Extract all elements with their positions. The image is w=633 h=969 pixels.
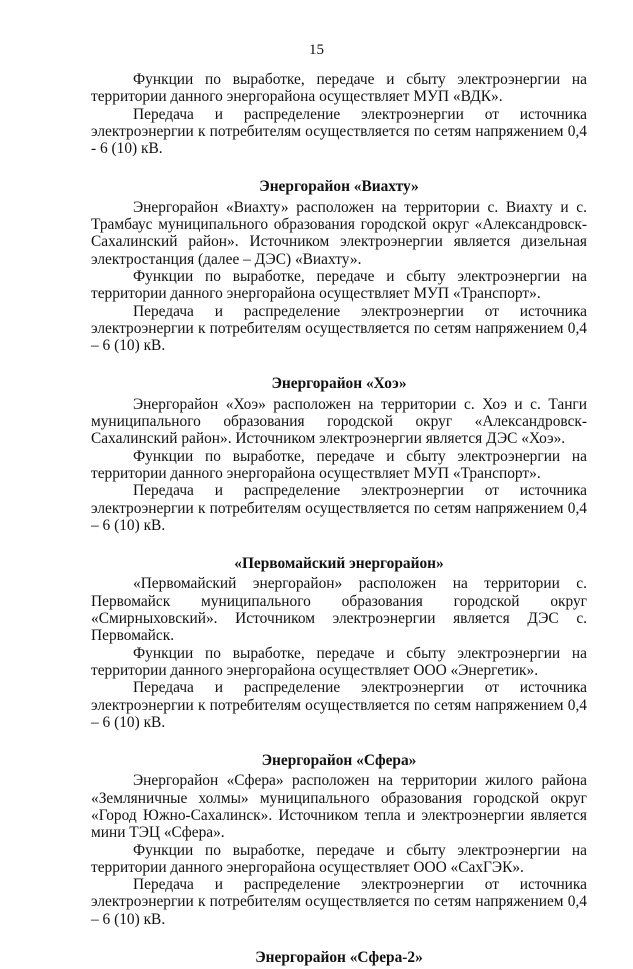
section-sfera (91, 752, 587, 928)
section-heading: Энергорайон «Виахту» (259, 178, 419, 196)
section-viakhtu (91, 178, 587, 354)
section-khoe (91, 375, 587, 534)
page-number: 15 (309, 42, 324, 58)
section-heading: Энергорайон «Хоэ» (271, 375, 407, 393)
paragraph: Передача и распределение электроэнергии от источника электроэнергии к потребителям осуществляется по сетям напряжением 0,4 - 6 (10) кВ. (91, 105, 587, 158)
paragraph: Передача и распределение электроэнергии от источника электроэнергии к потребителям осуществляется по сетям напряжением 0,4 – 6 (10) кВ. (91, 679, 587, 731)
paragraph: Функции по выработке, передаче и сбыту электроэнергии на территории данного энергорайона осуществляет ООО «СахГЭК». (91, 841, 587, 876)
section-sfera-2 (91, 949, 587, 966)
section-pervomaysky (91, 555, 587, 731)
paragraph: Передача и распределение электроэнергии от источника электроэнергии к потребителям осуществляется по сетям напряжением 0,4 – 6 (10) кВ. (91, 876, 587, 928)
paragraph: Функции по выработке, передаче и сбыту электроэнергии на территории данного энергорайона осуществляет ООО «Энергетик». (91, 644, 587, 679)
section-heading: Энергорайон «Сфера» (261, 752, 417, 770)
paragraph: Энергорайон «Виахту» расположен на территории с. Виахту и с. Трамбаус муниципального образования городской округ «Александровск-Сахалинский район». Источником электроэнергии является дизельная электростанция (далее – ДЭС) «Виахту». (91, 198, 587, 268)
section-heading: Энергорайон «Сфера-2» (255, 949, 423, 967)
paragraph: Передача и распределение электроэнергии от источника электроэнергии к потребителям осуществляется по сетям напряжением 0,4 – 6 (10) кВ. (91, 302, 587, 355)
paragraph: Энергорайон «Сфера» расположен на территории жилого района «Земляничные холмы» муниципального образования городской округ «Город Южно-Сахалинск». Источником тепла и электроэнергии является мини ТЭЦ «Сфера». (91, 772, 587, 842)
paragraph: Функции по выработке, передаче и сбыту электроэнергии на территории данного энергорайона осуществляет МУП «Транспорт». (91, 267, 587, 303)
paragraph: Передача и распределение электроэнергии от источника электроэнергии к потребителям осуществляется по сетям напряжением 0,4 – 6 (10) кВ. (91, 482, 587, 534)
section-heading: «Первомайский энергорайон» (234, 555, 444, 573)
document-body (91, 71, 587, 969)
paragraph: «Первомайский энергорайон» расположен на территории с. Первомайск муниципального образования городской округ «Смирныховский». Источником электроэнергии является ДЭС с. Первомайск. (91, 575, 587, 645)
paragraph: Функции по выработке, передаче и сбыту электроэнергии на территории данного энергорайона осуществляет МУП «Транспорт». (91, 447, 587, 482)
paragraph: Энергорайон «Хоэ» расположен на территории с. Хоэ и с. Танги муниципального образования городской округ «Александровск-Сахалинский район». Источником электроэнергии является ДЭС «Хоэ». (91, 395, 587, 448)
intro-block (91, 71, 587, 157)
paragraph: Функции по выработке, передаче и сбыту электроэнергии на территории данного энергорайона осуществляет МУП «ВДК». (91, 71, 587, 106)
